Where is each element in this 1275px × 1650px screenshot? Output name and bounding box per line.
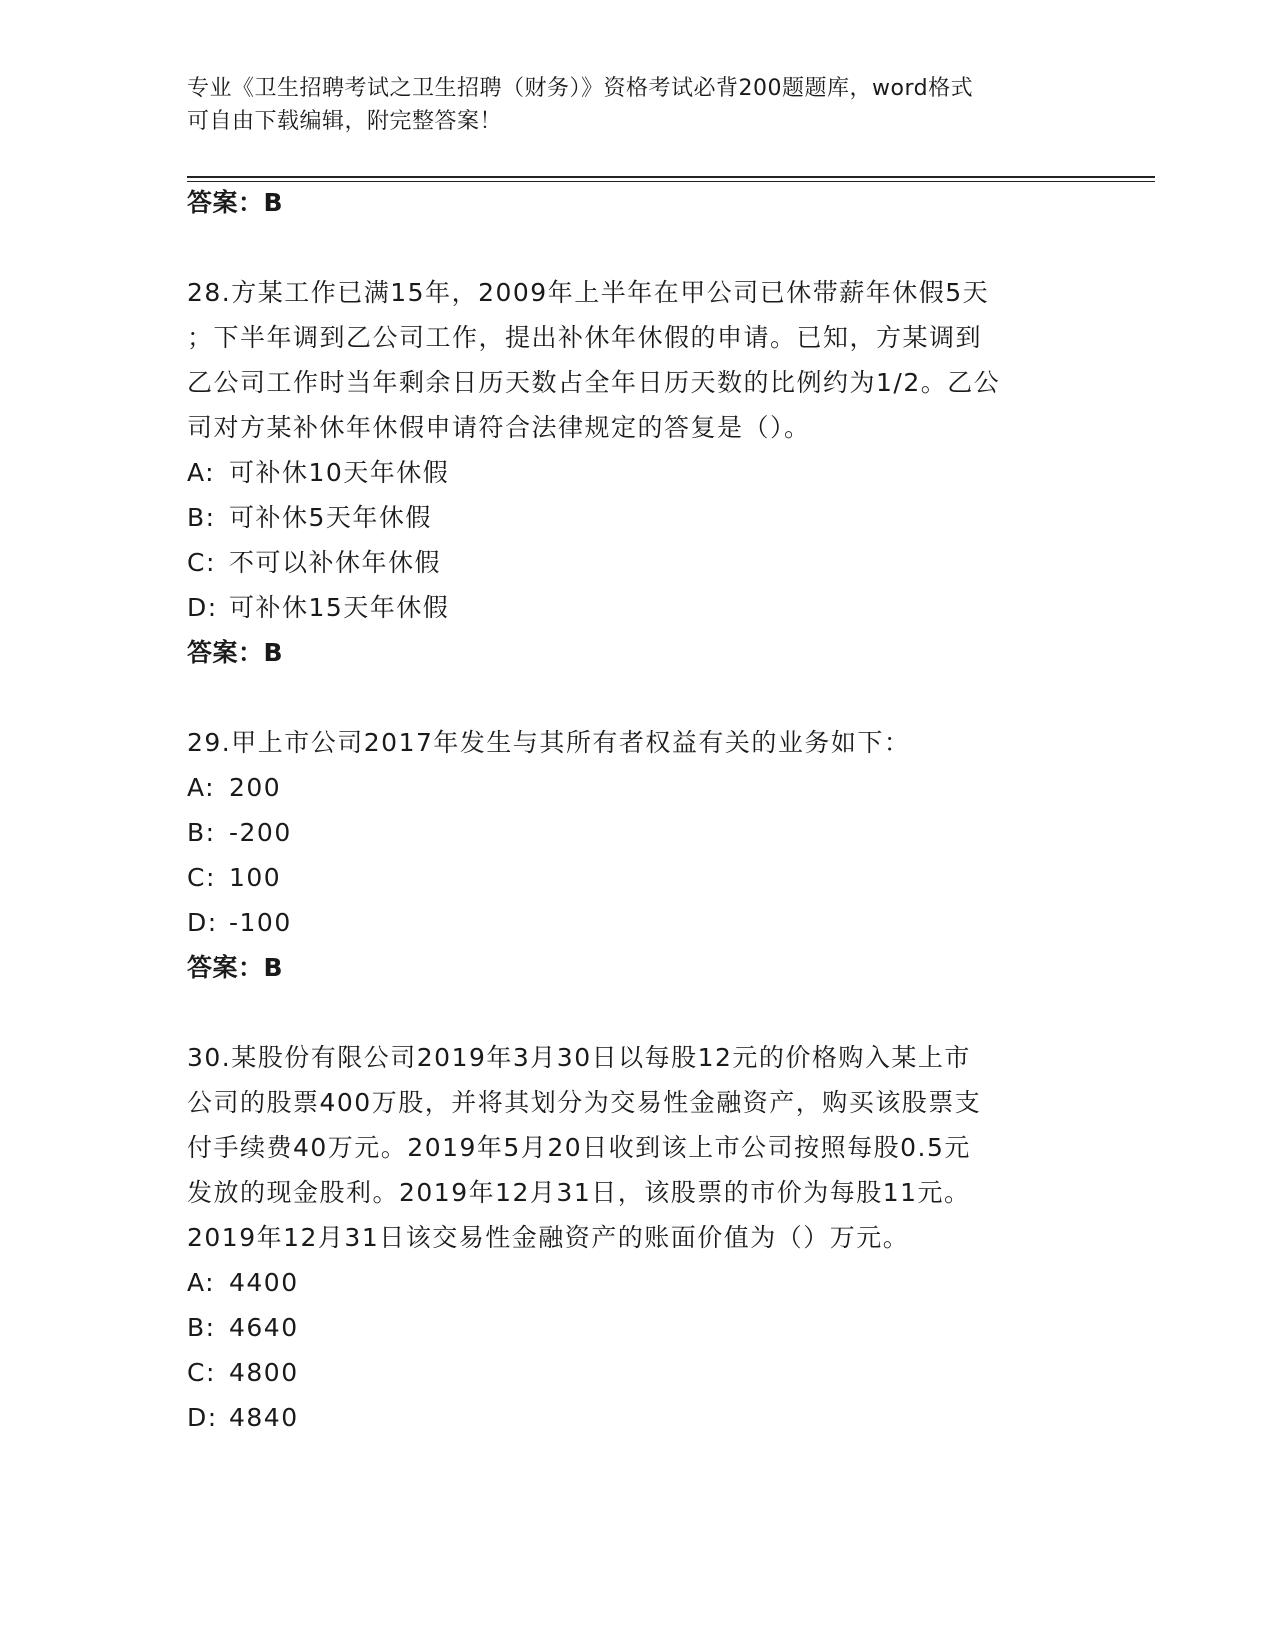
header-line-2: 可自由下载编辑，附完整答案！ bbox=[187, 109, 503, 134]
question-stem-line: 司对方某补休年休假申请符合法律规定的答复是（）。 bbox=[187, 413, 811, 442]
question-answer: 答案：B bbox=[187, 638, 284, 667]
option-d bbox=[187, 1395, 1087, 1440]
option-letter: C: bbox=[187, 863, 216, 892]
option-c bbox=[187, 1350, 1087, 1395]
document-body bbox=[187, 180, 1087, 1440]
option-text: 可补休5天年休假 bbox=[229, 503, 432, 532]
question-stem-line: ；下半年调到乙公司工作，提出补休年休假的申请。已知，方某调到 bbox=[187, 323, 983, 352]
option-d bbox=[187, 900, 1087, 945]
option-c bbox=[187, 855, 1087, 900]
option-letter: D: bbox=[187, 908, 218, 937]
option-letter: A: bbox=[187, 1268, 216, 1297]
option-b bbox=[187, 495, 1087, 540]
question-stem-line: 付手续费40万元。2019年5月20日收到该上市公司按照每股0.5元 bbox=[187, 1133, 971, 1162]
header-divider-thick bbox=[187, 176, 1155, 178]
option-text: -100 bbox=[229, 908, 292, 937]
option-text: 100 bbox=[229, 863, 282, 892]
option-c bbox=[187, 540, 1087, 585]
option-text: 200 bbox=[229, 773, 282, 802]
option-text: -200 bbox=[229, 818, 292, 847]
option-letter: D: bbox=[187, 1403, 218, 1432]
option-b bbox=[187, 1305, 1087, 1350]
option-a bbox=[187, 765, 1087, 810]
question-stem-line: 30.某股份有限公司2019年3月30日以每股12元的价格购入某上市 bbox=[187, 1043, 971, 1072]
question-stem-line: 发放的现金股利。2019年12月31日，该股票的市价为每股11元。 bbox=[187, 1178, 971, 1207]
option-a bbox=[187, 450, 1087, 495]
question-stem-line: 2019年12月31日该交易性金融资产的账面价值为（）万元。 bbox=[187, 1223, 910, 1252]
question-stem-line: 乙公司工作时当年剩余日历天数占全年日历天数的比例约为1/2。乙公 bbox=[187, 368, 1001, 397]
question-stem-line: 28.方某工作已满15年，2009年上半年在甲公司已休带薪年休假5天 bbox=[187, 278, 990, 307]
question-stem-line: 29.甲上市公司2017年发生与其所有者权益有关的业务如下： bbox=[187, 728, 911, 757]
question-answer: 答案：B bbox=[187, 953, 284, 982]
option-text: 4800 bbox=[229, 1358, 299, 1387]
option-letter: A: bbox=[187, 458, 216, 487]
option-b bbox=[187, 810, 1087, 855]
spacer bbox=[187, 225, 1087, 270]
option-a bbox=[187, 1260, 1087, 1305]
option-text: 可补休10天年休假 bbox=[229, 458, 450, 487]
question-30 bbox=[187, 1035, 1087, 1440]
question-stem-line: 公司的股票400万股，并将其划分为交易性金融资产，购买该股票支 bbox=[187, 1088, 982, 1117]
option-text: 可补休15天年休假 bbox=[229, 593, 450, 622]
option-text: 4400 bbox=[229, 1268, 299, 1297]
document-header bbox=[187, 72, 1087, 138]
option-letter: D: bbox=[187, 593, 218, 622]
option-letter: C: bbox=[187, 1358, 216, 1387]
option-letter: B: bbox=[187, 503, 216, 532]
question-28 bbox=[187, 270, 1087, 675]
option-letter: C: bbox=[187, 548, 216, 577]
previous-answer: 答案：B bbox=[187, 188, 284, 217]
option-letter: A: bbox=[187, 773, 216, 802]
option-d bbox=[187, 585, 1087, 630]
question-29 bbox=[187, 720, 1087, 990]
option-text: 4640 bbox=[229, 1313, 299, 1342]
option-text: 不可以补休年休假 bbox=[229, 548, 442, 577]
spacer bbox=[187, 990, 1087, 1035]
option-text: 4840 bbox=[229, 1403, 299, 1432]
option-letter: B: bbox=[187, 818, 216, 847]
header-line-1: 专业《卫生招聘考试之卫生招聘（财务）》资格考试必背200题题库，word格式 bbox=[187, 76, 974, 101]
option-letter: B: bbox=[187, 1313, 216, 1342]
spacer bbox=[187, 675, 1087, 720]
